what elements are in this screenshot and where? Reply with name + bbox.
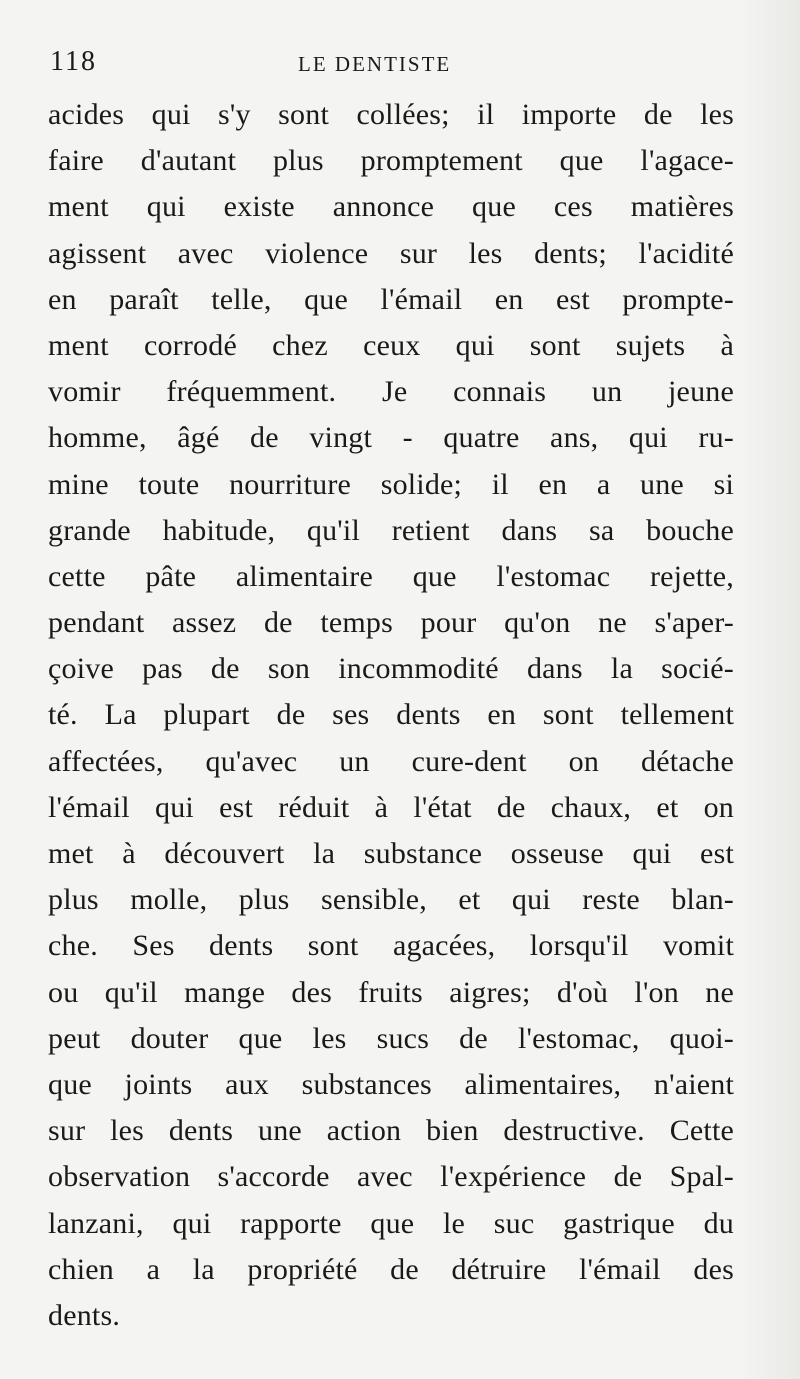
- text-line: cette pâte alimentaire que l'estomac rejette,: [48, 559, 734, 593]
- text-line: faire d'autant plus promptement que l'agace-: [48, 144, 734, 178]
- text-line: té. La plupart de ses dents en sont tellement: [48, 698, 734, 732]
- page-number: 118: [50, 46, 97, 77]
- text-line: grande habitude, qu'il retient dans sa bouche: [48, 513, 734, 547]
- text-line: homme, âgé de vingt - quatre ans, qui ru-: [48, 421, 734, 455]
- text-line: chien a la propriété de détruire l'émail des: [48, 1252, 734, 1286]
- text-line: ment qui existe annonce que ces matières: [48, 190, 734, 224]
- text-line: mine toute nourriture solide; il en a une si: [48, 467, 734, 501]
- text-line: que joints aux substances alimentaires, n'aient: [48, 1067, 734, 1101]
- text-line: sur les dents une action bien destructive. Cette: [48, 1114, 734, 1148]
- text-line: l'émail qui est réduit à l'état de chaux, et on: [48, 790, 734, 824]
- text-line: observation s'accorde avec l'expérience de Spal-: [48, 1160, 734, 1194]
- text-line-last: dents.: [48, 1298, 121, 1332]
- text-line: çoive pas de son incommodité dans la socié-: [48, 652, 734, 686]
- text-line: plus molle, plus sensible, et qui reste blan-: [48, 883, 734, 917]
- text-line: affectées, qu'avec un cure-dent on détache: [48, 744, 734, 778]
- text-line: agissent avec violence sur les dents; l'acidité: [48, 236, 734, 270]
- text-line: ment corrodé chez ceux qui sont sujets à: [48, 328, 734, 362]
- text-line: vomir fréquemment. Je connais un jeune: [48, 375, 734, 409]
- text-line: acides qui s'y sont collées; il importe de les: [48, 98, 734, 131]
- text-line: en paraît telle, que l'émail en est prompte-: [48, 282, 734, 316]
- running-head: [50, 46, 740, 86]
- body-text: [48, 92, 734, 1339]
- running-title: LE DENTISTE: [298, 52, 452, 76]
- text-line: met à découvert la substance osseuse qui est: [48, 837, 734, 870]
- text-line: pendant assez de temps pour qu'on ne s'aper-: [48, 606, 734, 640]
- text-line: peut douter que les sucs de l'estomac, quoi-: [48, 1021, 734, 1055]
- text-line: lanzani, qui rapporte que le suc gastrique du: [48, 1206, 734, 1240]
- text-line: ou qu'il mange des fruits aigres; d'où l'on ne: [48, 975, 734, 1009]
- text-line: che. Ses dents sont agacées, lorsqu'il vomit: [48, 929, 734, 963]
